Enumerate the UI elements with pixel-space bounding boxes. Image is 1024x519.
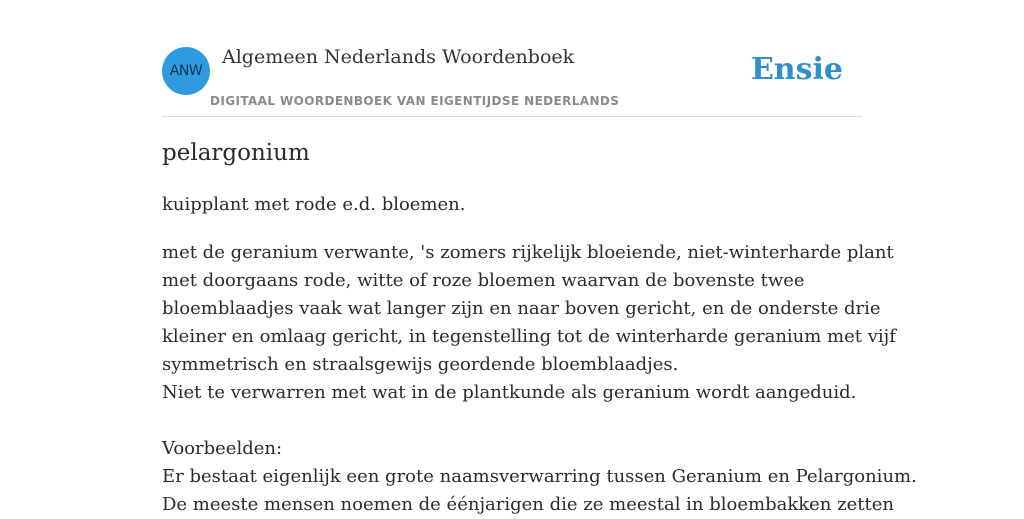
definition-line: symmetrisch en straalsgewijs geordende bloemblaadjes. (162, 354, 679, 375)
entry-headword: pelargonium (162, 140, 310, 166)
definition-line: met doorgaans rode, witte of roze bloemen waarvan de bovenste twee (162, 270, 805, 291)
ensie-brand-link[interactable]: Ensie (750, 52, 843, 87)
definition-line: met de geranium verwante, 's zomers rijkelijk bloeiende, niet-winterharde plant (162, 242, 894, 263)
site-header (162, 0, 862, 117)
example-line: De meeste mensen noemen de éénjarigen die ze meestal in bloembakken zetten (162, 494, 894, 515)
definition-line: kleiner en omlaag gericht, in tegenstelling tot de winterharde geranium met vijf (162, 326, 896, 347)
short-definition: kuipplant met rode e.d. bloemen. (162, 194, 466, 215)
definition-note: Niet te verwarren met wat in de plantkunde als geranium wordt aangeduid. (162, 382, 857, 403)
anw-logo[interactable] (162, 47, 210, 95)
long-definition (162, 239, 917, 519)
examples-label: Voorbeelden: (162, 438, 283, 459)
site-title[interactable]: Algemeen Nederlands Woordenboek (222, 46, 575, 68)
definition-line: bloemblaadjes vaak wat langer zijn en naar boven gericht, en de onderste drie (162, 298, 881, 319)
spacer (162, 407, 868, 435)
site-subtitle: DIGITAAL WOORDENBOEK VAN EIGENTIJDSE NEDERLANDS (210, 94, 620, 108)
example-line: Er bestaat eigenlijk een grote naamsverwarring tussen Geranium en Pelargonium. (162, 466, 917, 487)
logo-text: ANW (169, 63, 203, 79)
page (162, 0, 917, 515)
